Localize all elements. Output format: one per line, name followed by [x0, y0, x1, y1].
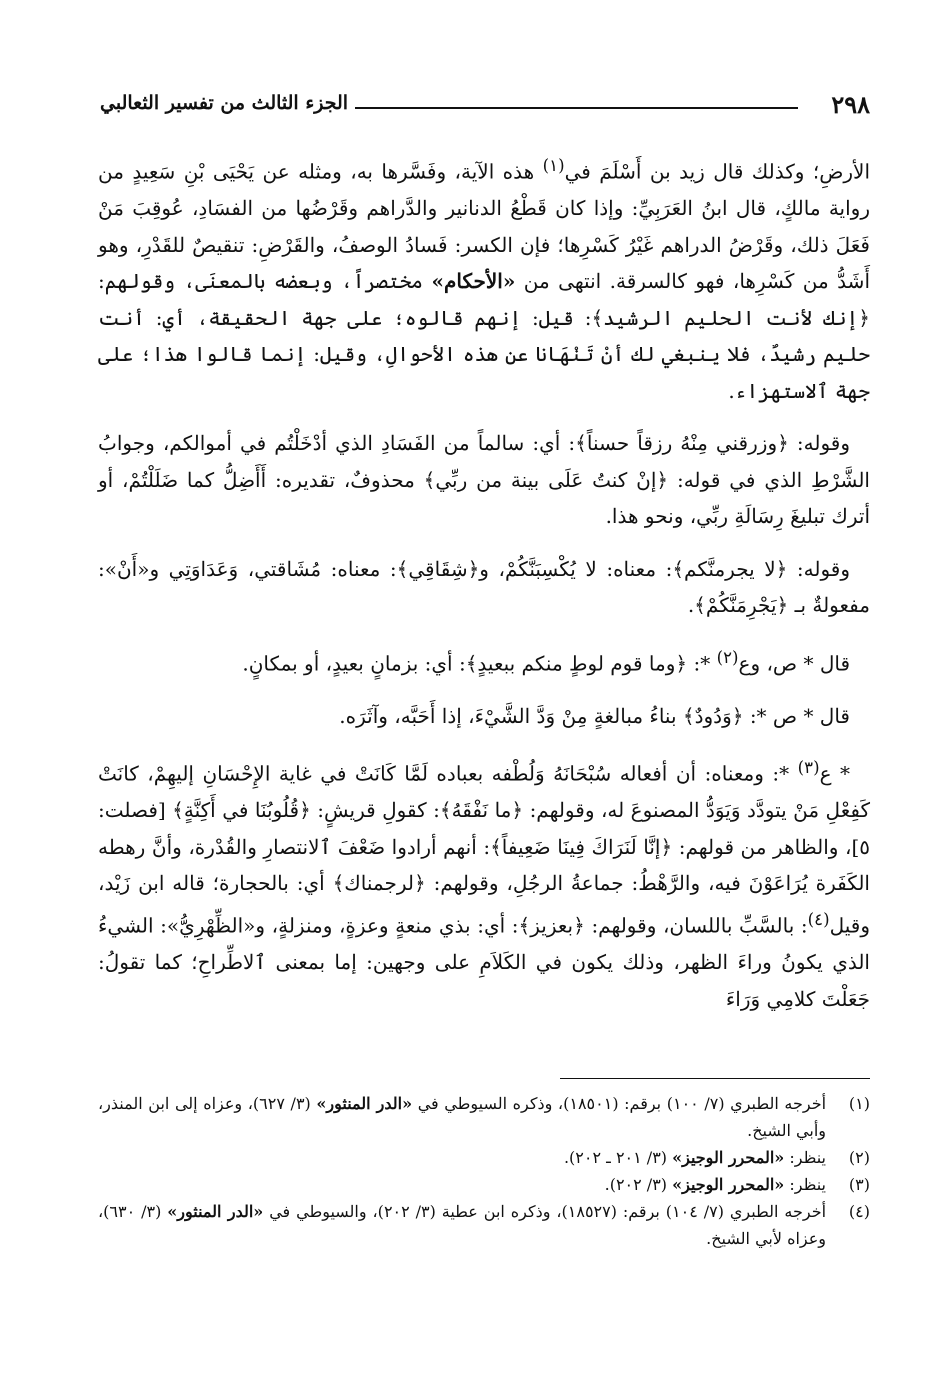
paragraph-6 [98, 750, 870, 1017]
text-run: (٣/ ٢٠١ ـ ٢٠٢). [563, 1148, 673, 1167]
text-run: قال * ص، وع [738, 651, 850, 676]
footnote-ref-4[interactable]: (٤) [807, 909, 830, 929]
footnote-ref-1[interactable]: (١) [542, 156, 565, 175]
paragraph-1 [98, 148, 870, 409]
footnote-number: (٤) [848, 1202, 870, 1221]
body-text [98, 148, 870, 1033]
paragraph-4 [98, 640, 870, 682]
text-run: (٣/ ٦٣٠)، وعزاه لأبي الشيخ. [98, 1202, 826, 1248]
source-title: «الأحكام» [431, 269, 516, 294]
footnote-1 [98, 1090, 870, 1144]
source-title: «المحرر الوجيز» [672, 1175, 785, 1194]
footnote-text [98, 1090, 826, 1144]
paragraph-3 [98, 551, 870, 624]
page-number: ٢٩٨ [831, 90, 870, 119]
paragraph-5 [98, 698, 870, 735]
text-run: الأرضِ؛ وكذلك قال زيد بن أَسْلَمَ في [564, 159, 871, 184]
text-run: أخرجه الطبري (٧/ ١٠٤) برقم: (١٨٥٢٧)، وذكره ابن عطية (٣/ ٢٠٢)، والسيوطي في [263, 1202, 827, 1221]
text-run: : بالسَّبِّ باللسان، وقولهم: ﴿بعزيز﴾: أي: بذي منعةٍ وعزةٍ، ومنزلةٍ، و«الظِّهْرِيُّ»: الشيءُ الذي يكونُ وراءَ الظهر، وذلك يكون في الكَلاَمِ على وجهين: إما بمعنى ٱلاطِّراحِ؛ كما تقولُ: جَعَلْتَ كلامِي وَرَاءَ [98, 913, 870, 1011]
footnote-number: (٣) [848, 1175, 870, 1194]
header-rule [355, 107, 798, 109]
footnote-4 [98, 1198, 870, 1252]
footnote-ref-2[interactable]: (٢) [716, 647, 739, 667]
source-title: «الدر المنثور» [167, 1202, 264, 1221]
text-run: (٣/ ٦٢٧)، وعزاه إلى ابن المنذر، وأبي الشيخ. [98, 1094, 826, 1140]
text-run: (٣/ ٢٠٢). [604, 1175, 673, 1194]
text-run: * ع [819, 761, 851, 786]
footnote-2 [98, 1144, 870, 1171]
footnote-rule [560, 1078, 870, 1079]
text-run: أخرجه الطبري (٧/ ١٠٠) برقم: (١٨٥٠١)، وذكره السيوطي في [412, 1094, 827, 1113]
text-run: وقوله: ﴿لا يجرمنَّكم﴾: معناه: لا يُكْسِبَنَّكُمْ، و﴿شِقَاقِي﴾: معناه: مُشَاقتي، وَعَدَاوَتِي و«أَنْ»: مفعولةٌ بـ ﴿يَجْرِمَنَّكُمْ﴾. [98, 556, 870, 618]
source-title: «المحرر الوجيز» [672, 1148, 785, 1167]
footnote-3 [98, 1171, 870, 1198]
footnote-number: (١) [848, 1094, 870, 1113]
footnote-ref-3[interactable]: (٣) [797, 758, 820, 778]
text-run: *: ﴿وما قوم لوطٍ منكم ببعيدٍ﴾: أي: بزمانٍ بعيدٍ، أو بمكانٍ. [242, 651, 717, 676]
source-title: «الدر المنثور» [316, 1094, 413, 1113]
text-run: ينظر: [784, 1148, 826, 1167]
text-run: *: ومعناه: أن أفعاله سُبْحَانَهُ وَلُطْفه بعباده لَمَّا كَانَتْ في غاية الإِحْسَانِ إليهِمْ، كانَتْ كَفِعْلِ مَنْ يتودَّد وَيَوَدُّ المصنوعَ له، وقولهم: ﴿ما نَفْقَهُ﴾: كقولِ قريشٍ: ﴿قُلُوبُنَا في أَكِنَّةٍ﴾ [فصلت: ٥]، والظاهر من قولهم: ﴿إنَّا لَنَرَاكَ فِينَا ضَعِيفاً﴾: أنهم أرادوا ضَعْفَ ٱلانتصارِ والقُدْرة، وأنَّ رهطه الكَفَرة يُرَاعَوْنَ فيه، والرَّهْطُ: جماعةُ الرجُلِ، وقولهم: ﴿لرجمناك﴾ أي: بالحجارة؛ قاله ابن زَيْد، وقيل [98, 761, 870, 938]
text-run: هذه الآية، وفَسَّرها به، ومثله عن يَحْيَى بْنِ سَعِيدٍ من رواية مالكٍ، قال ابنُ العَرَبِيِّ: وإذا كان قَطْعُ الدنانير والدَّراهم وقَرْضُها من الفسَادِ، عُوقِبَ مَنْ فَعَلَ ذلك، وقَرْضُ الدراهم غَيْرُ كَسْرِها؛ فإن الكسر: فَسادُ الوصفُ، والقَرْضِ: تنقيصٌ للقَدْرِ، وهو أَشَدُّ من كَسْرِها، فهو كالسرقة. انتهى من [98, 159, 870, 294]
text-run: ينظر: [784, 1175, 826, 1194]
footnote-text [98, 1198, 826, 1252]
footnote-number: (٢) [848, 1148, 870, 1167]
text-run: قال * ص *: ﴿وَدُودٌ﴾ بناءُ مبالغةٍ مِنْ وَدَّ الشَّيْءَ، إذا أَحَبَّه، وآثَرَه. [339, 703, 850, 728]
running-title: الجزء الثالث من تفسير الثعالبي [100, 92, 349, 114]
text-run: وقوله: ﴿وزرقني مِنْهُ رزقاً حسناً﴾: أي: سالماً من الفَسَادِ الذي أدْخَلْتُم في أموالكم، وجوابُ الشَّرْطِ الذي في قوله: ﴿إنْ كنتُ عَلَى بينة من ربِّي﴾ محذوفٌ، تقديره: أَأَضِلُّ كما ضَلَلْتُمْ، أو أترك تبليغَ رِسَالَةِ ربِّي، ونحو هذا. [98, 431, 870, 529]
paragraph-2 [98, 425, 870, 535]
text-run: مختصراً، وبعضه بالمعنَى، وقولهم: ﴿إنك لأنت الحليم الرشيد﴾: قيل: إنهم قالوه؛ على جهة الحقيقة، أي: أنت حليم رشيدٌ، فلا ينبغي لك أنْ تَنْهَانا عن هذه الأحوالِ، وقيل: إنما قالوا هذا؛ على جهة ٱلاستهزاء. [98, 269, 870, 403]
footnote-text [98, 1171, 826, 1198]
page-header [100, 90, 870, 130]
footnote-text [98, 1144, 826, 1171]
footnotes [98, 1090, 870, 1252]
